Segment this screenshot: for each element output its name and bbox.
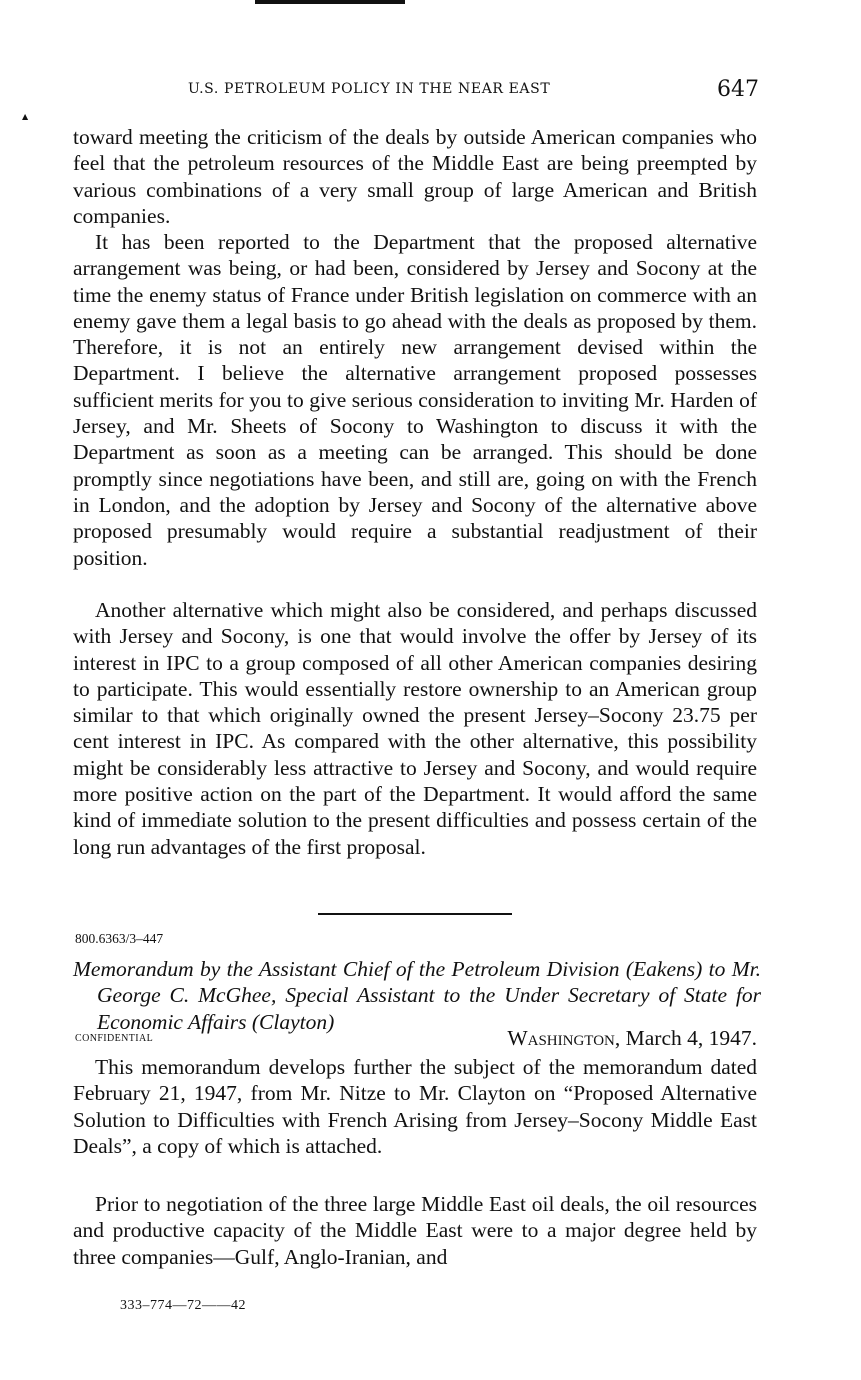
footer-print-code: 333–774—72——42 xyxy=(120,1298,246,1313)
dateline-location: Washington, xyxy=(507,1026,621,1050)
dateline xyxy=(507,1026,757,1051)
classification-label: confidential xyxy=(75,1030,154,1045)
memo-paragraph-1: This memorandum develops further the subject of the memorandum dated February 21, 1947, from Mr. Nitze to Mr. Clayton on “Proposed Alternative Solution to Difficulties with French Arising from Jersey–Socony Middle East Deals”, a copy of which is attached. xyxy=(73,1055,757,1158)
body-paragraph-2: It has been reported to the Department that the proposed alternative arrangement was being, or had been, considered by Jersey and Socony at the time the enemy status of France under British legislation on commerce with an enemy gave them a legal basis to go ahead with the deals as proposed by them. Therefore, it is not an entirely new arrangement devised within the Department. I believe the alternative arrangement proposed possesses sufficient merits for you to give serious consideration to inviting Mr. Harden of Jersey, and Mr. Sheets of Socony to Washington to discuss it with the Department as soon as a meeting can be arranged. This should be done promptly since negotiations have been, and still are, going on with the French in London, and the adoption by Jersey and Socony of the alternative above proposed presumably would require a substantial readjustment of their position. xyxy=(73,230,757,570)
top-edge-rule xyxy=(255,0,405,4)
document-file-number: 800.6363/3–447 xyxy=(75,931,164,946)
section-divider xyxy=(318,913,512,915)
running-head: U.S. PETROLEUM POLICY IN THE NEAR EAST xyxy=(188,81,551,97)
body-paragraph-3: Another alternative which might also be considered, and perhaps discussed with Jersey and Socony, is one that would involve the offer by Jersey of its interest in IPC to a group composed of all other American companies desiring to participate. This would essentially restore ownership to an American group similar to that which originally owned the present Jersey–Socony 23.75 per cent interest in IPC. As compared with the other alternative, this possibility might be considerably less attractive to Jersey and Socony, and would require more positive action on the part of the Department. It would afford the same kind of immediate solution to the present difficulties and possess certain of the long run advantages of the first proposal. xyxy=(73,598,757,859)
body-paragraph-1: toward meeting the criticism of the deals by outside American companies who feel that the petroleum resources of the Middle East are being preempted by various combinations of a very small group of large American and British companies. xyxy=(73,125,757,228)
page-number: 647 xyxy=(717,77,759,102)
dateline-date: March 4, 1947. xyxy=(620,1026,757,1050)
document-title: Memorandum by the Assistant Chief of the Petroleum Division (Eakens) to Mr. George C. McGhee, Special Assistant to the Under Secretary of State for Economic Affairs (Clayton) xyxy=(73,957,761,1034)
memo-paragraph-2: Prior to negotiation of the three large Middle East oil deals, the oil resources and productive capacity of the Middle East were to a major degree held by three companies—Gulf, Anglo-Iranian, and xyxy=(73,1192,757,1269)
margin-mark-icon: ▲ xyxy=(22,112,29,121)
